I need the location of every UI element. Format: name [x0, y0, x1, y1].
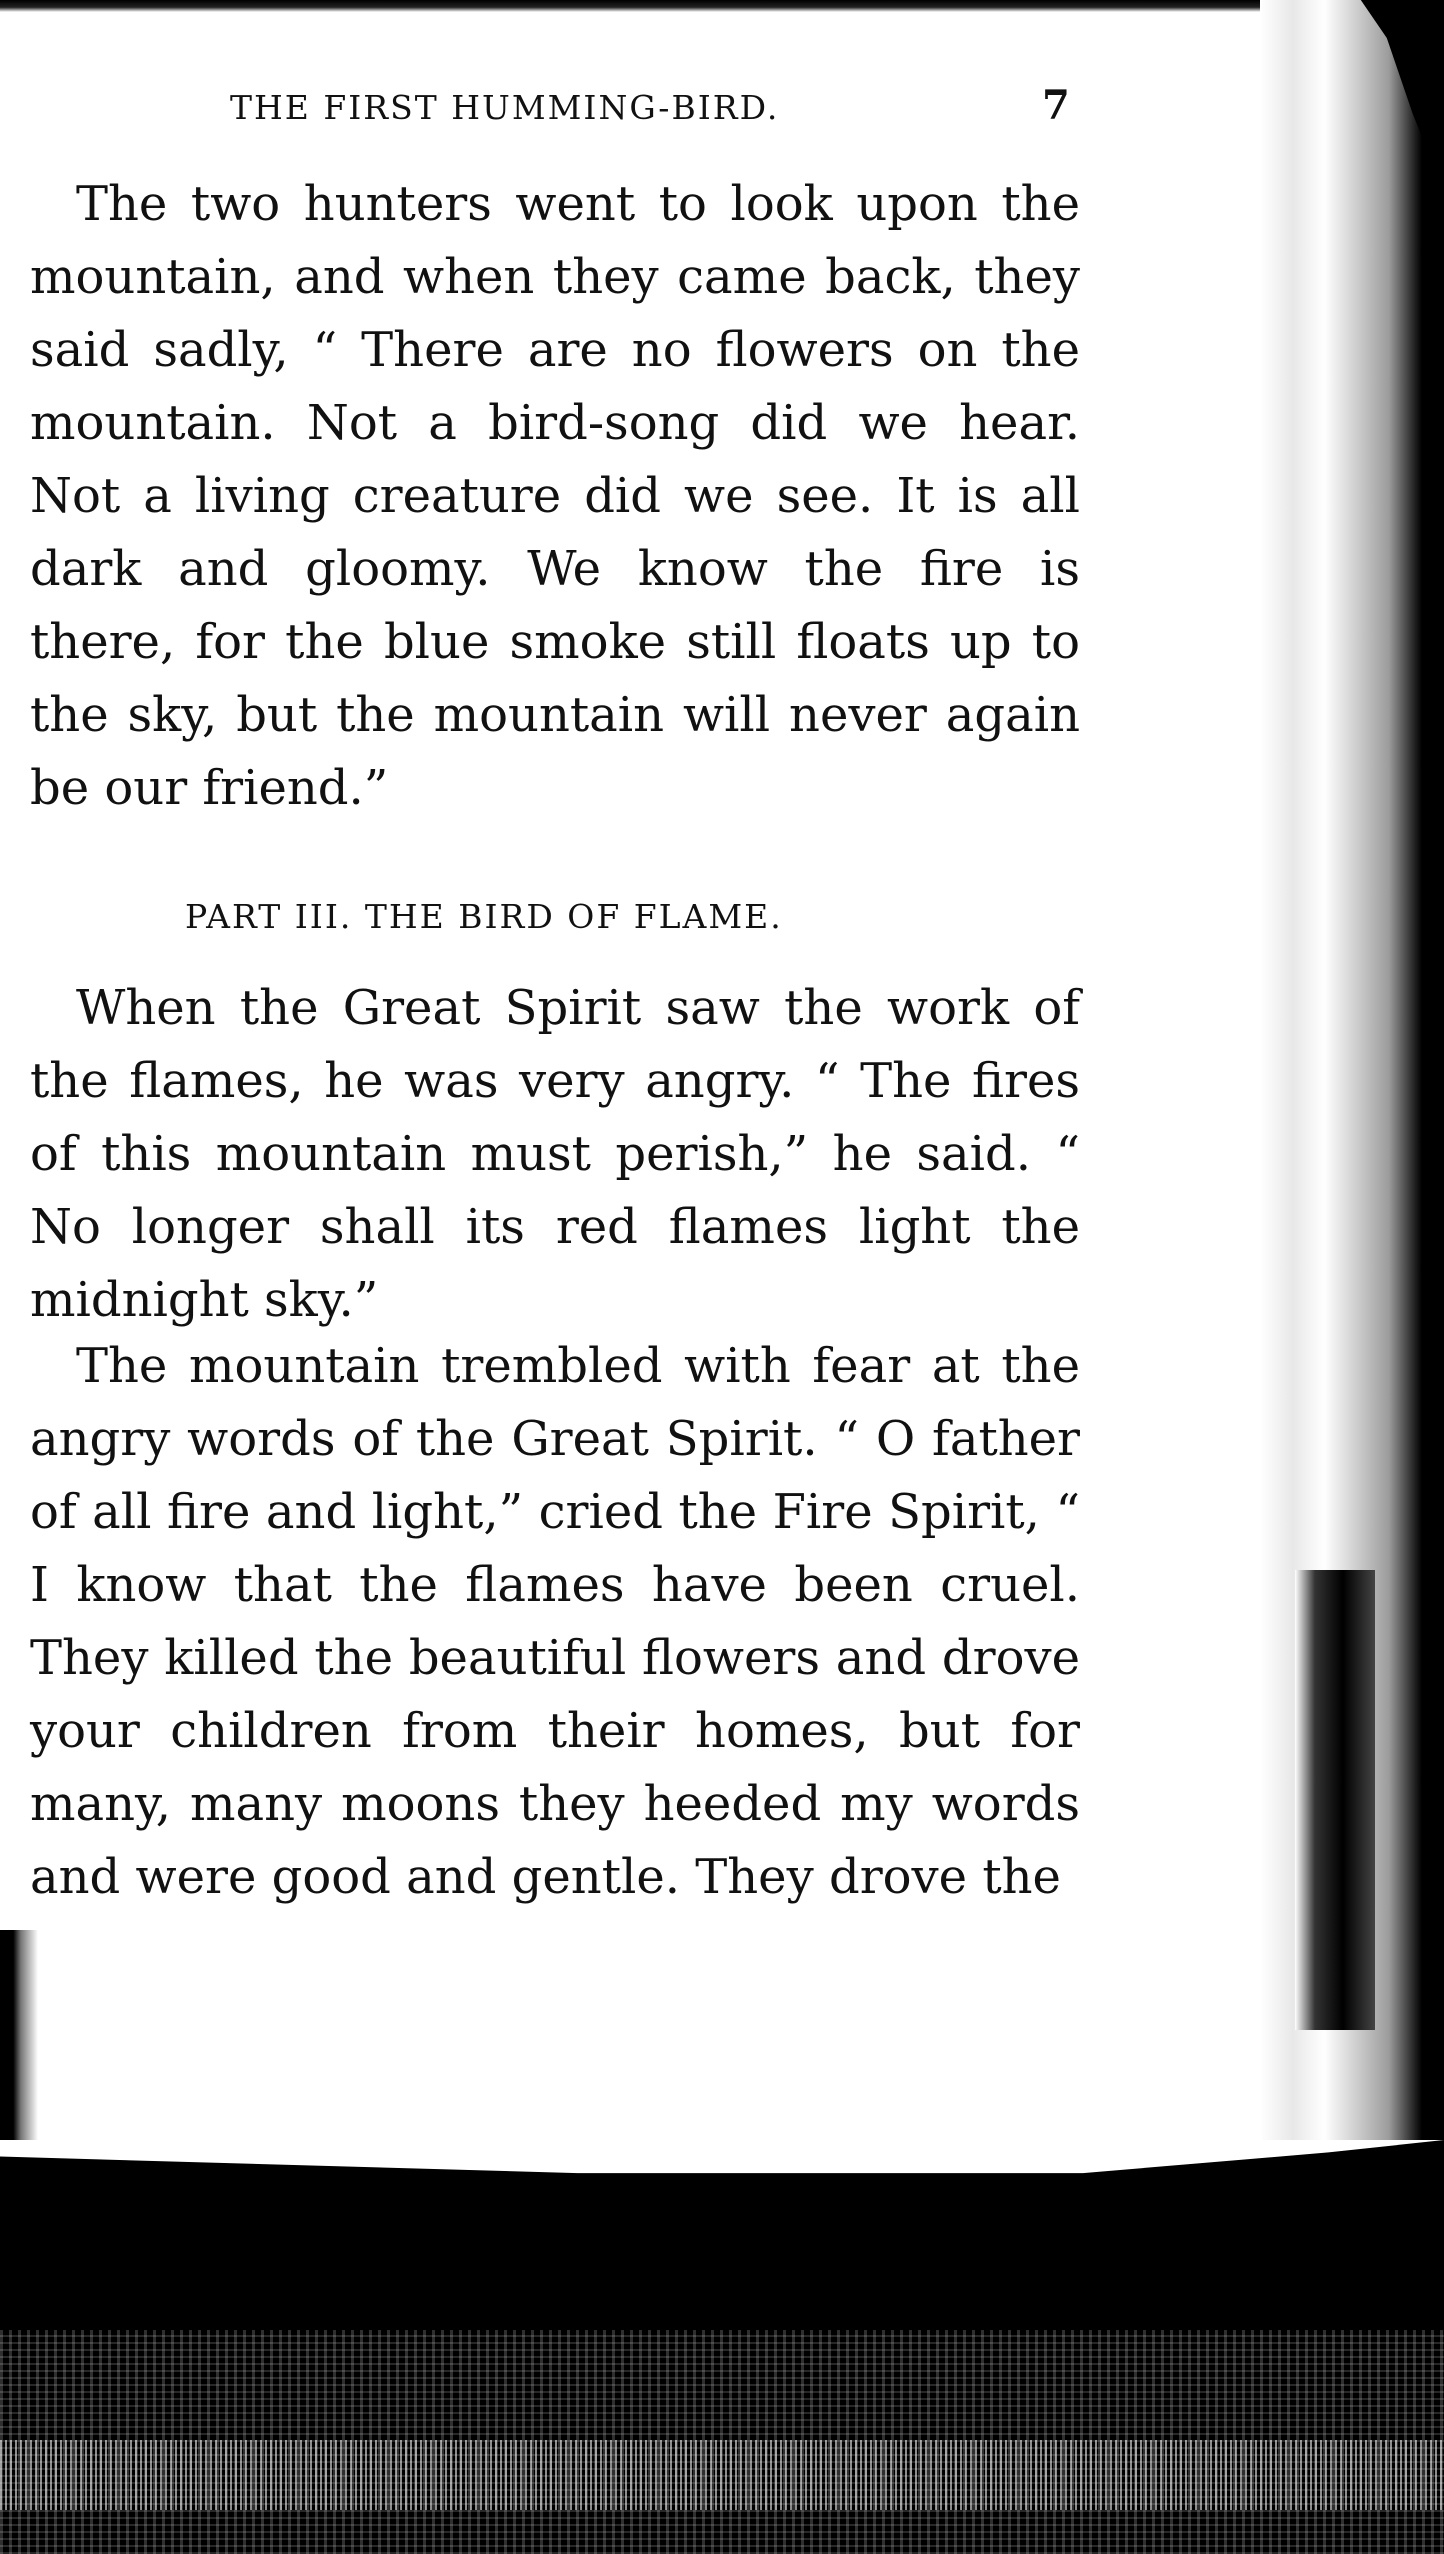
scan-binding-shadow: [1295, 1570, 1375, 2030]
scan-top-edge: [0, 0, 1444, 12]
page-number: 7: [1042, 82, 1072, 129]
running-head: [220, 82, 1120, 138]
paragraph: The mountain trembled with fear at the angry words of the Great Spirit. “ O father of all fire and light,” cried the Fire Spirit, “ I know that the flames have been cruel. They killed the beautiful flowers and drove your children from their homes, but for many, many moons they heeded my words and were good and gentle. They drove the: [30, 1338, 1080, 1905]
paragraph: The two hunters went to look upon the mountain, and when they came back, they said sadly, “ There are no flowers on the mountain. Not a bird-song did we hear. Not a living creature did we see. It is all dark and gloomy. We know the fire is there, for the blue smoke still floats up to the sky, but the mountain will never again be our friend.”: [30, 176, 1080, 816]
scan-left-mark: [0, 1930, 38, 2140]
scan-bottom-noise-band: [0, 2440, 1444, 2510]
paragraph: When the Great Spirit saw the work of the flames, he was very angry. “ The fires of this mountain must perish,” he said. “ No longer shall its red flames light the midnight sky.”: [30, 980, 1080, 1328]
running-head-title: THE FIRST HUMMING-BIRD.: [230, 88, 780, 127]
section-heading: PART III. THE BIRD OF FLAME.: [185, 897, 783, 936]
